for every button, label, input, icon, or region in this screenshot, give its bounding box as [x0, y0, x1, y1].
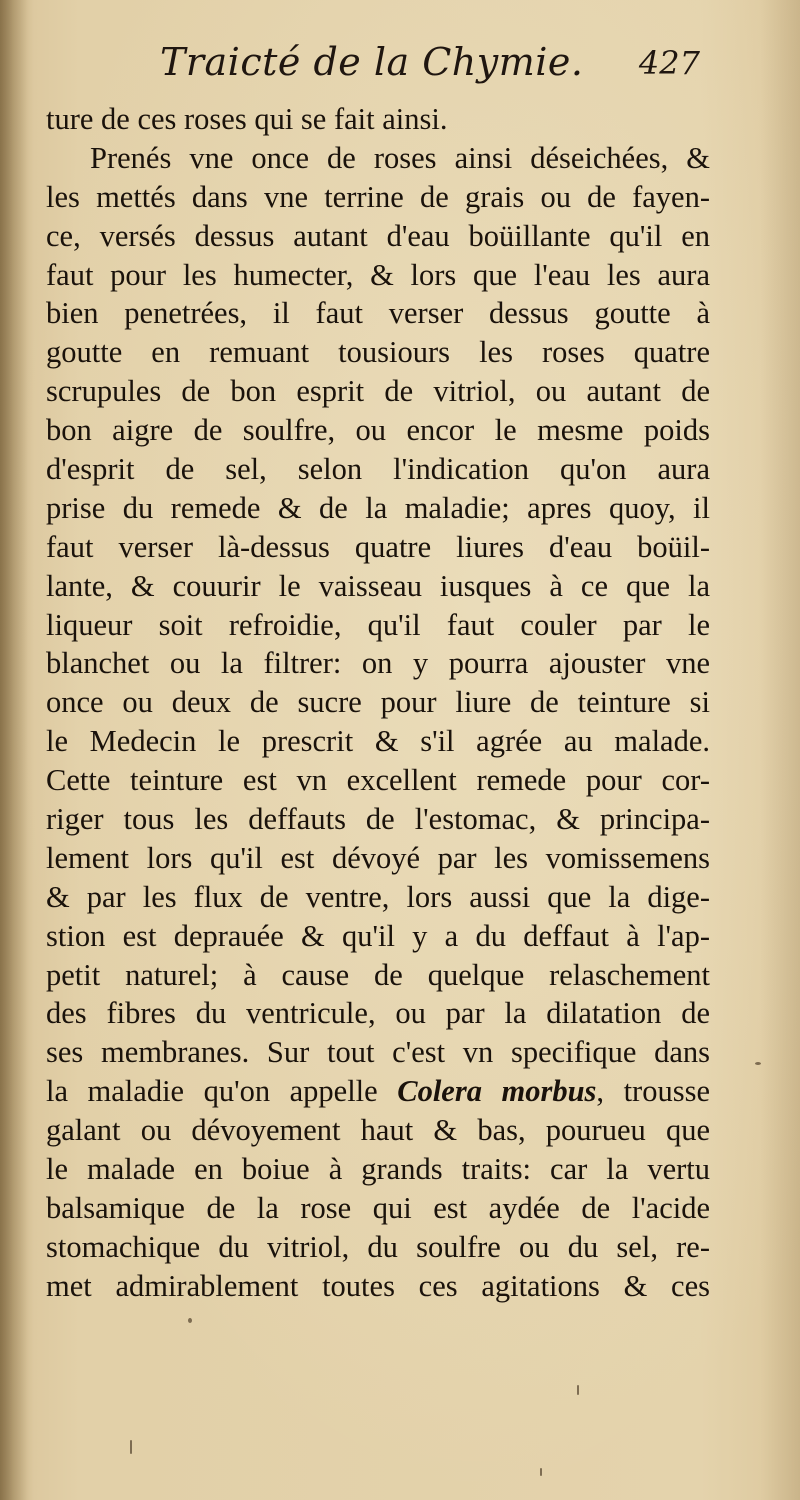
- text-line: faut verser là-dessus quatre liures d'eau boüil-: [46, 529, 710, 564]
- running-title: Traicté de la Chymie.: [160, 40, 584, 84]
- page-edge-shadow: [760, 0, 800, 1500]
- text-segment: la maladie qu'on appelle: [46, 1074, 398, 1109]
- text-line: ture de ces roses qui se fait ainsi.: [46, 102, 448, 136]
- text-line: le malade en boiue à grands traits: car la vertu: [46, 1152, 710, 1187]
- text-line: liqueur soit refroidie, qu'il faut couler par le: [46, 607, 710, 642]
- text-line: balsamique de la rose qui est aydée de l'acide: [46, 1190, 710, 1225]
- text-line-with-italic: [46, 1072, 710, 1111]
- ink-speck: [577, 1385, 579, 1395]
- ink-speck: [188, 1318, 192, 1323]
- text-segment: , trousse: [596, 1074, 710, 1109]
- page-number: 427: [638, 44, 700, 82]
- text-line: bien penetrées, il faut verser dessus goutte à: [46, 296, 710, 331]
- text-line: goutte en remuant tousiours les roses quatre: [46, 335, 710, 370]
- text-line: petit naturel; à cause de quelque relaschement: [46, 957, 710, 992]
- text-line: & par les flux de ventre, lors aussi que la dige-: [46, 879, 710, 914]
- text-line: stion est deprauée & qu'il y a du deffaut à l'ap-: [46, 918, 710, 953]
- text-line: blanchet ou la filtrer: on y pourra ajouster vne: [46, 646, 710, 681]
- page-header: [160, 40, 720, 100]
- text-line: scrupules de bon esprit de vitriol, ou autant de: [46, 374, 710, 409]
- body-text: [46, 100, 710, 1306]
- text-line: ses membranes. Sur tout c'est vn specifique dans: [46, 1035, 710, 1070]
- italic-term-colera-morbus: Colera morbus: [397, 1074, 597, 1109]
- ink-speck: [540, 1468, 542, 1476]
- page-gutter-shadow: [0, 0, 28, 1500]
- text-line: met admirablement toutes ces agitations & ces: [46, 1268, 710, 1303]
- text-line: les mettés dans vne terrine de grais ou de fayen-: [46, 179, 710, 214]
- text-line: des fibres du ventricule, ou par la dilatation de: [46, 996, 710, 1031]
- text-line: galant ou dévoyement haut & bas, pourueu que: [46, 1113, 710, 1148]
- text-line: stomachique du vitriol, du soulfre ou du sel, re-: [46, 1229, 710, 1264]
- text-line: lement lors qu'il est dévoyé par les vomissemens: [46, 840, 710, 875]
- ink-speck: [130, 1440, 132, 1454]
- text-line: le Medecin le prescrit & s'il agrée au malade.: [46, 724, 710, 759]
- text-line: once ou deux de sucre pour liure de teinture si: [46, 685, 710, 720]
- text-line: faut pour les humecter, & lors que l'eau les aura: [46, 257, 710, 292]
- ink-speck: [755, 1062, 761, 1065]
- text-line: bon aigre de soulfre, ou encor le mesme poids: [46, 413, 710, 448]
- text-line: Cette teinture est vn excellent remede pour cor-: [46, 763, 710, 798]
- text-line: prise du remede & de la maladie; apres quoy, il: [46, 490, 710, 525]
- text-line: lante, & couurir le vaisseau iusques à ce que la: [46, 568, 710, 603]
- text-line: Prenés vne once de roses ainsi déseichées, &: [90, 140, 710, 175]
- text-line: riger tous les deffauts de l'estomac, & principa-: [46, 802, 710, 837]
- text-line: ce, versés dessus autant d'eau boüillante qu'il en: [46, 218, 710, 253]
- text-line: d'esprit de sel, selon l'indication qu'on aura: [46, 452, 710, 487]
